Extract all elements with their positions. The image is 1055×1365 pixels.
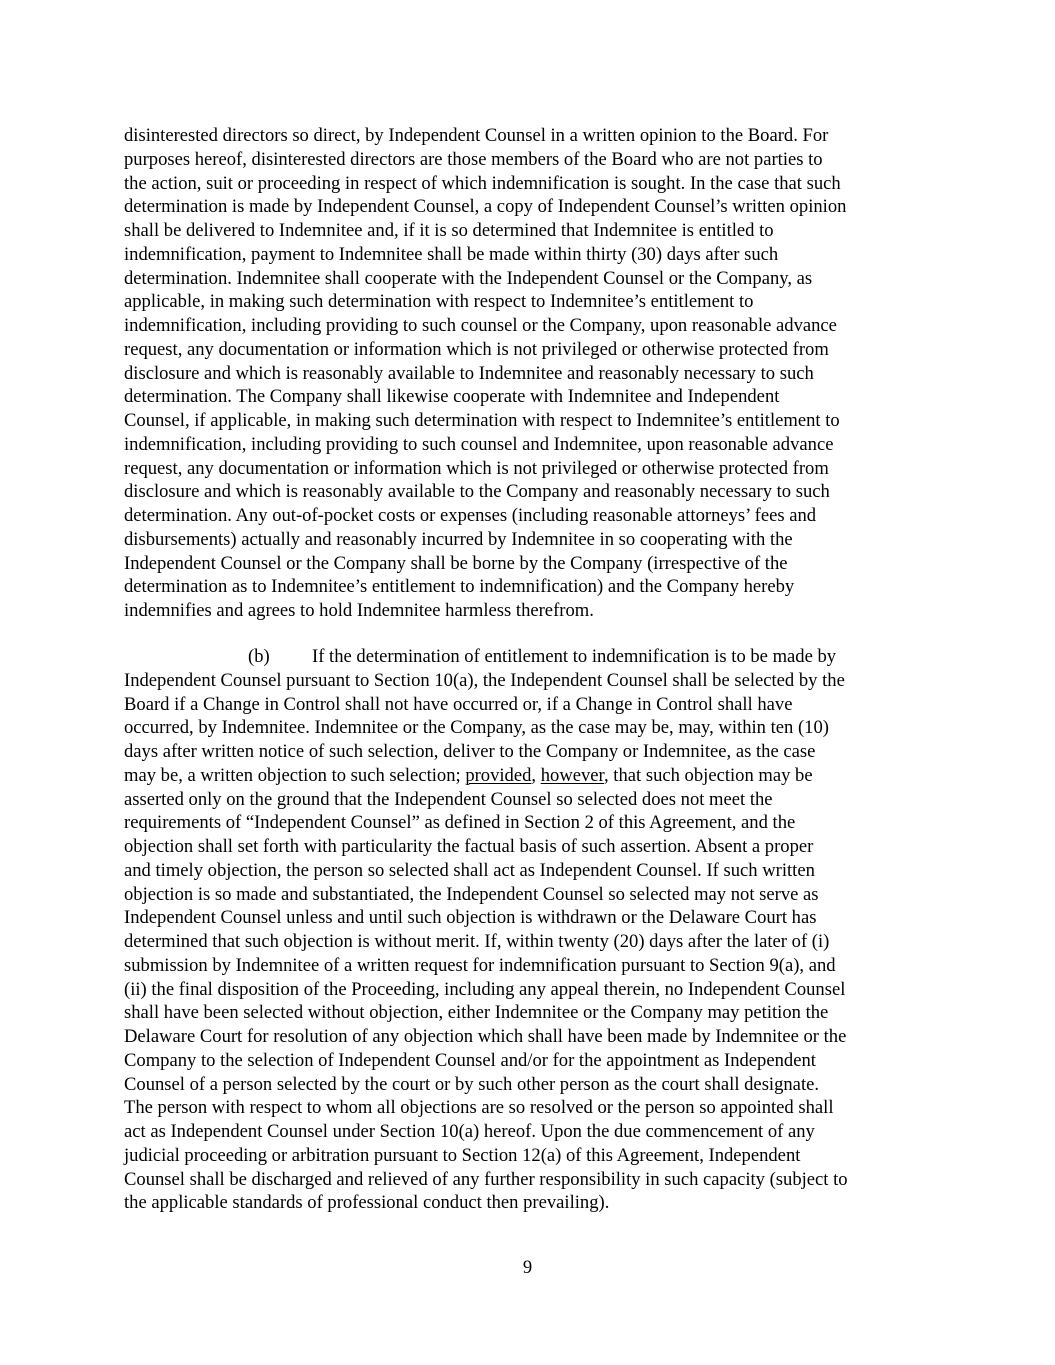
text-line: occurred, by Indemnitee. Indemnitee or the Company, as the case may be, may, within ten (10) [124,717,829,739]
text-line: Counsel, if applicable, in making such determination with respect to Indemnitee’s entitlement to [124,410,840,431]
text-line: disbursements) actually and reasonably incurred by Indemnitee in so cooperating with the [124,528,793,550]
text-line: indemnification, including providing to such counsel or the Company, upon reasonable advance [124,315,837,336]
paragraph-b [124,645,931,1215]
text-line: purposes hereof, disinterested directors are those members of the Board who are not parties to [124,148,823,170]
text-line: indemnification, including providing to such counsel and Indemnitee, upon reasonable advance [124,433,834,455]
text-line: If the determination of entitlement to indemnification is to be made by [312,646,837,667]
text-line: (ii) the final disposition of the Proceeding, including any appeal therein, no Independent Counsel [124,978,846,1000]
text-line: determination is made by Independent Counsel, a copy of Independent Counsel’s written opinion [124,196,847,218]
provided-underlined: provided [465,764,532,786]
text-line: disinterested directors so direct, by Independent Counsel in a written opinion to the Board. For [124,125,829,146]
text-line: determination. The Company shall likewise cooperate with Indemnitee and Independent [124,386,780,408]
text-line: Counsel shall be discharged and relieved of any further responsibility in such capacity (subject to [124,1168,848,1190]
text-line: shall have been selected without objection, either Indemnitee or the Company may petition the [124,1002,829,1024]
text-line: request, any documentation or information which is not privileged or otherwise protected from [124,457,829,479]
text-line: Company to the selection of Independent Counsel and/or for the appointment as Independent [124,1049,816,1071]
text-line: applicable, in making such determination with respect to Indemnitee’s entitlement to [124,291,754,313]
text-line: the action, suit or proceeding in respect of which indemnification is sought. In the case that such [124,172,841,194]
text-line: indemnification, payment to Indemnitee shall be made within thirty (30) days after such [124,243,779,265]
proviso-text-after: , that such objection may be [604,764,813,786]
proviso-comma: , [531,764,541,786]
proviso-line [124,764,931,788]
text-line: objection shall set forth with particularity the factual basis of such assertion. Absent a proper [124,836,814,857]
text-line: the applicable standards of professional conduct then prevailing). [124,1192,610,1214]
text-line: Independent Counsel pursuant to Section 10(a), the Independent Counsel shall be selected by the [124,669,845,691]
text-line: judicial proceeding or arbitration pursuant to Section 12(a) of this Agreement, Independent [124,1144,801,1166]
text-line: days after written notice of such selection, deliver to the Company or Indemnitee, as the case [124,741,816,762]
text-line: indemnifies and agrees to hold Indemnitee harmless therefrom. [124,600,594,621]
text-line: objection is so made and substantiated, the Independent Counsel so selected may not serve as [124,883,819,905]
text-line: Independent Counsel unless and until such objection is withdrawn or the Delaware Court has [124,907,817,929]
text-line: determination. Indemnitee shall cooperate with the Independent Counsel or the Company, as [124,267,813,289]
text-line: asserted only on the ground that the Independent Counsel so selected does not meet the [124,788,773,810]
text-line: determination as to Indemnitee’s entitlement to indemnification) and the Company hereby [124,576,795,598]
text-line: request, any documentation or information which is not privileged or otherwise protected from [124,338,829,360]
paragraph-continuation [124,124,931,623]
text-line: determined that such objection is without merit. If, within twenty (20) days after the later of (i) [124,931,830,952]
text-line: submission by Indemnitee of a written request for indemnification pursuant to Section 9(a), and [124,954,836,976]
text-line: Independent Counsel or the Company shall be borne by the Company (irrespective of the [124,552,788,574]
however-underlined: however [540,764,604,786]
text-line: shall be delivered to Indemnitee and, if it is so determined that Indemnitee is entitled to [124,220,774,241]
paragraph-b-first-line [124,645,931,669]
text-line: disclosure and which is reasonably available to the Company and reasonably necessary to such [124,481,830,503]
proviso-text-before: may be, a written objection to such selection; [124,764,466,786]
text-line: disclosure and which is reasonably available to Indemnitee and reasonably necessary to such [124,362,814,384]
text-line: Counsel of a person selected by the court or by such other person as the court shall designate. [124,1073,820,1095]
text-line: Delaware Court for resolution of any objection which shall have been made by Indemnitee or the [124,1026,847,1047]
section-label: (b) [248,646,270,667]
text-line: determination. Any out-of-pocket costs or expenses (including reasonable attorneys’ fees and [124,505,817,526]
page-number: 9 [522,1257,533,1278]
text-line: act as Independent Counsel under Section 10(a) hereof. Upon the due commencement of any [124,1121,815,1142]
text-line: Board if a Change in Control shall not have occurred or, if a Change in Control shall have [124,693,793,715]
text-line: requirements of “Independent Counsel” as defined in Section 2 of this Agreement, and the [124,812,796,834]
text-line: and timely objection, the person so selected shall act as Independent Counsel. If such written [124,859,815,881]
text-line: The person with respect to whom all objections are so resolved or the person so appointed shall [124,1097,834,1119]
